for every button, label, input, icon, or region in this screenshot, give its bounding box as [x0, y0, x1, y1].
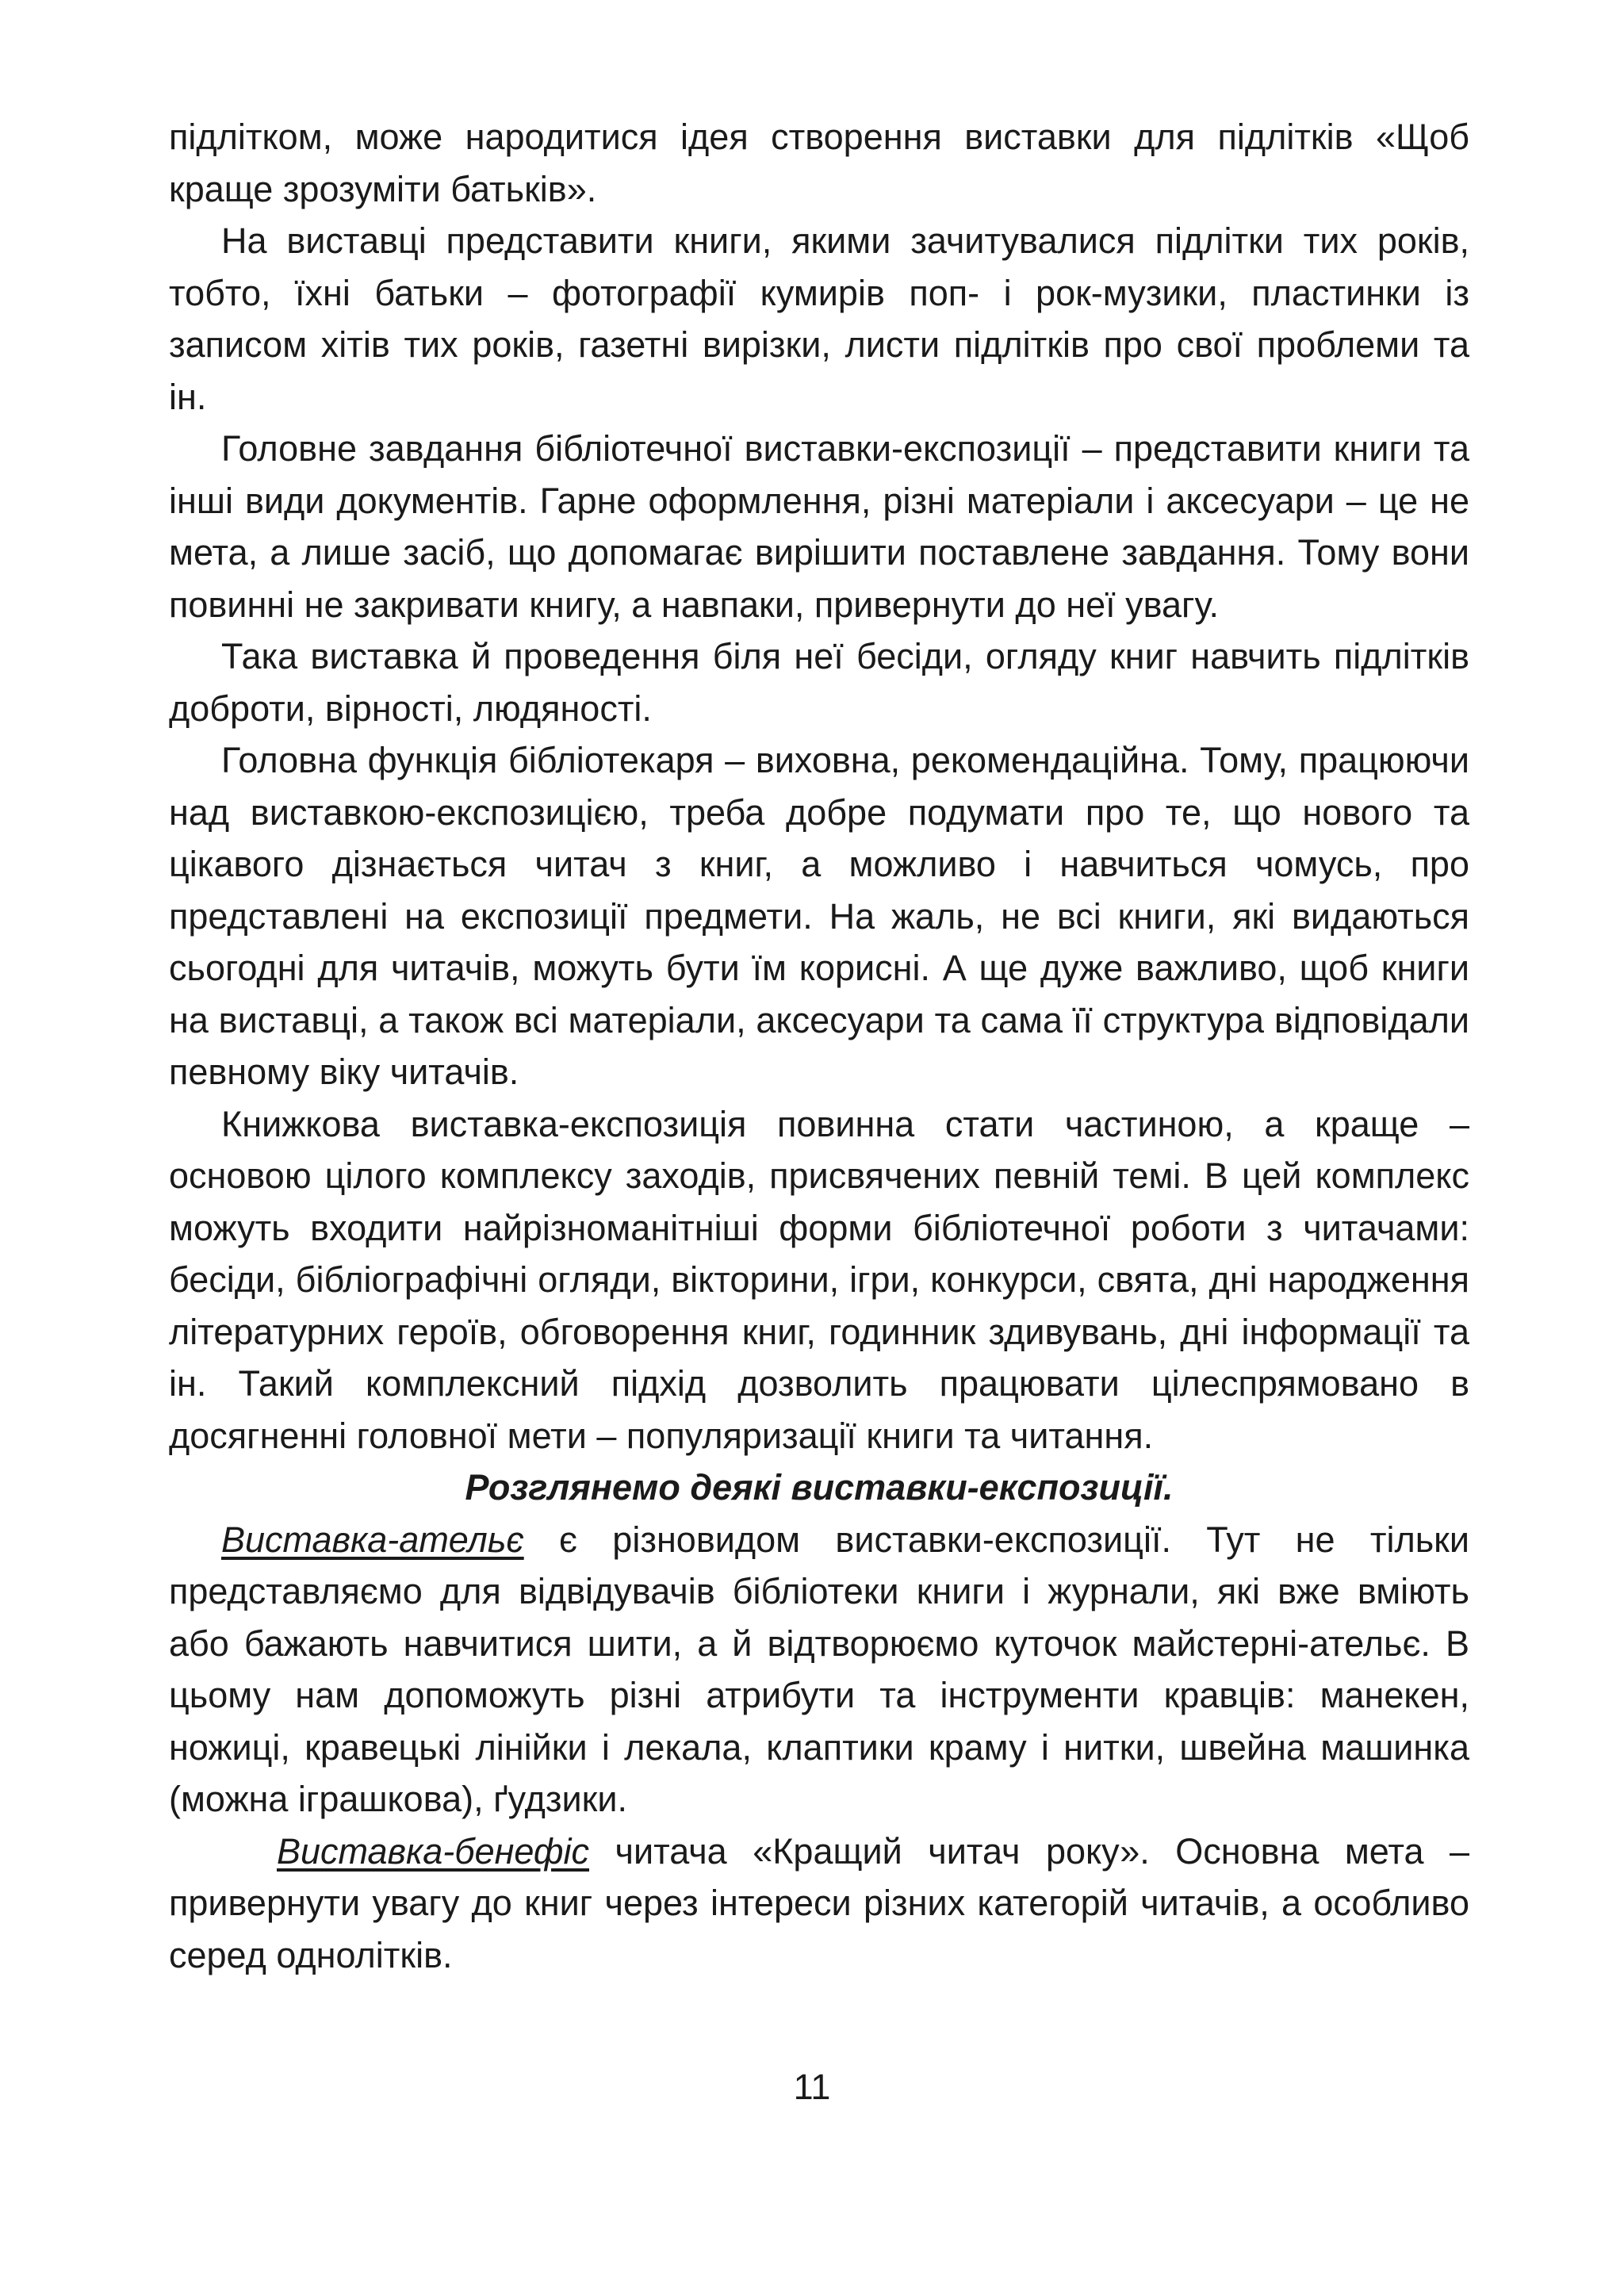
term-atelier: Виставка-ательє: [221, 1519, 524, 1560]
paragraph-atelier: [169, 1514, 1469, 1826]
page-number: 11: [793, 2067, 831, 2107]
paragraph-6: Книжкова виставка-експозиція повинна стати частиною, а краще – основою цілого комплексу заходів, присвячених певній темі. В цей комплекс можуть входити найрізноманітніші форми бібліотечної роботи з читачами: бесіди, бібліографічні огляди, вікторини, ігри, конкурси, свята, дні народження літературних героїв, обговорення книг, годинник здивувань, дні інформації та ін. Такий комплексний підхід дозволить працювати цілеспрямовано в досягненні головної мети – популяризації книги та читання.: [169, 1103, 1469, 1456]
term-benefit: Виставка-бенефіс: [277, 1830, 590, 1872]
paragraph-3: Головне завдання бібліотечної виставки-експозиції – представити книги та інші види документів. Гарне оформлення, різні матеріали і аксесуари – це не мета, а лише засіб, що допомагає вирішити поставлене завдання. Тому вони повинні не закривати книгу, а навпаки, привернути до неї увагу.: [169, 428, 1469, 625]
paragraph-2: На виставці представити книги, якими зачитувалися підлітки тих років, тобто, їхні батьки – фотографії кумирів поп- і рок-музики, пластинки із записом хітів тих років, газетні вирізки, листи підлітків про свої проблеми та ін.: [169, 220, 1469, 417]
paragraph-5: Головна функція бібліотекаря – виховна, рекомендаційна. Тому, працюючи над виставкою-експозицією, треба добре подумати про те, що нового та цікавого дізнається читач з книг, а можливо і навчиться чомусь, про представлені на експозиції предмети. На жаль, не всі книги, які видаються сьогодні для читачів, можуть бути їм корисні. А ще дуже важливо, щоб книги на виставці, а також всі матеріали, аксесуари та сама її структура відповідали певному віку читачів.: [169, 740, 1469, 1092]
atelier-text: є різновидом виставки-експозиції. Тут не тільки представляємо для відвідувачів бібліотеки книги і журнали, які вже вміють або бажають навчитися шити, а й відтворюємо куточок майстерні-ательє. В цьому нам допоможуть різні атрибути та інструменти кравців: манекен, ножиці, кравецькі лінійки і лекала, клаптики краму і нитки, швейна машинка (можна іграшкова), ґудзики.: [169, 1519, 1469, 1819]
paragraph-4: Така виставка й проведення біля неї бесіди, огляду книг навчить підлітків доброти, вірності, людяності.: [169, 636, 1469, 729]
page-body: [169, 111, 1469, 1981]
section-heading: Розглянемо деякі виставки-експозиції.: [465, 1467, 1174, 1508]
paragraph-1: підлітком, може народитися ідея створення виставки для підлітків «Щоб краще зрозуміти батьків».: [169, 117, 1469, 209]
benefit-text: читача «Кращий читач року». Основна мета – привернути увагу до книг через інтереси різних категорій читачів, а особливо серед однолітків.: [169, 1830, 1469, 1975]
paragraph-benefit: [169, 1826, 1469, 1982]
